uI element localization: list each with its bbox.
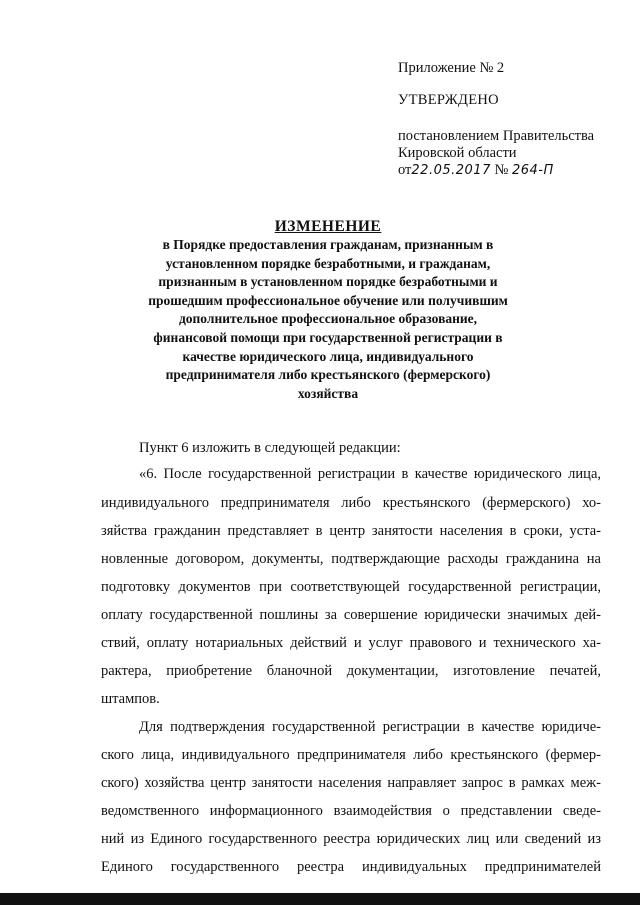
body-line: ского лица, индивидуального предпринимателя либо крестьянского (фермер-	[101, 747, 601, 763]
decree-line-2: Кировской области	[398, 145, 517, 161]
date-prefix: от	[398, 162, 412, 178]
body-line: индивидуального предпринимателя либо крестьянского (фермерского) хо-	[101, 495, 601, 511]
scan-edge-bar	[0, 893, 640, 905]
document-title: ИЗМЕНЕНИЕ	[274, 218, 382, 235]
body-line: «6. После государственной регистрации в качестве юридического лица,	[139, 466, 601, 482]
body-line: новленные договором, документы, подтверждающие расходы гражданина на	[101, 551, 601, 567]
subtitle-line: качестве юридического лица, индивидуального	[182, 348, 474, 364]
decree-date-line	[398, 162, 628, 179]
body-line: Единого государственного реестра индивидуальных предпринимателей	[101, 859, 601, 875]
body-line: подготовку документов при соответствующей государственной регистрации,	[101, 579, 601, 595]
subtitle-line: в Порядке предоставления гражданам, признанным в	[162, 237, 494, 252]
subtitle-line: дополнительное профессиональное образование,	[178, 311, 478, 327]
document-heading	[118, 218, 538, 403]
body-line: оплату государственной пошлины за совершение юридически значимых дей-	[101, 607, 601, 623]
appendix-number: Приложение № 2	[398, 60, 505, 76]
body-line: штампов.	[101, 691, 160, 707]
approved-stamp-text: УТВЕРЖДЕНО	[398, 92, 499, 108]
body-line: ского) хозяйства центр занятости населения направляет запрос в рамках меж-	[101, 775, 601, 791]
body-line: Пункт 6 изложить в следующей редакции:	[139, 440, 401, 456]
subtitle-line: хозяйства	[297, 385, 359, 401]
body-line: ведомственного информационного взаимодействия о представлении сведе-	[101, 803, 601, 819]
handwritten-date: 22.05.2017	[411, 163, 491, 178]
decree-line-1: постановлением Правительства	[398, 128, 595, 144]
body-line: рактера, приобретение бланочной документации, изготовление печатей,	[101, 663, 601, 679]
body-line: Для подтверждения государственной регистрации в качестве юридиче-	[139, 719, 601, 735]
decree-reference	[398, 128, 628, 179]
handwritten-number: 264-П	[511, 163, 554, 178]
subtitle-line: финансовой помощи при государственной регистрации в	[153, 329, 503, 345]
subtitle-line: предпринимателя либо крестьянского (фермерского)	[165, 367, 491, 383]
subtitle-line: прошедшим профессиональное обучение или получившим	[148, 292, 508, 308]
body-line: ний из Единого государственного реестра юридических лиц или сведений из	[101, 831, 601, 847]
document-subtitle	[118, 236, 538, 403]
number-prefix: №	[494, 162, 509, 178]
subtitle-line: установленном порядке безработными, и гражданам,	[165, 255, 491, 271]
body-line: ствий, оплату нотариальных действий и услуг правового и технического ха-	[101, 635, 601, 651]
subtitle-line: признанным в установленном порядке безработными и	[158, 274, 498, 290]
body-line: зяйства гражданин представляет в центр занятости населения в сроки, уста-	[101, 523, 601, 539]
